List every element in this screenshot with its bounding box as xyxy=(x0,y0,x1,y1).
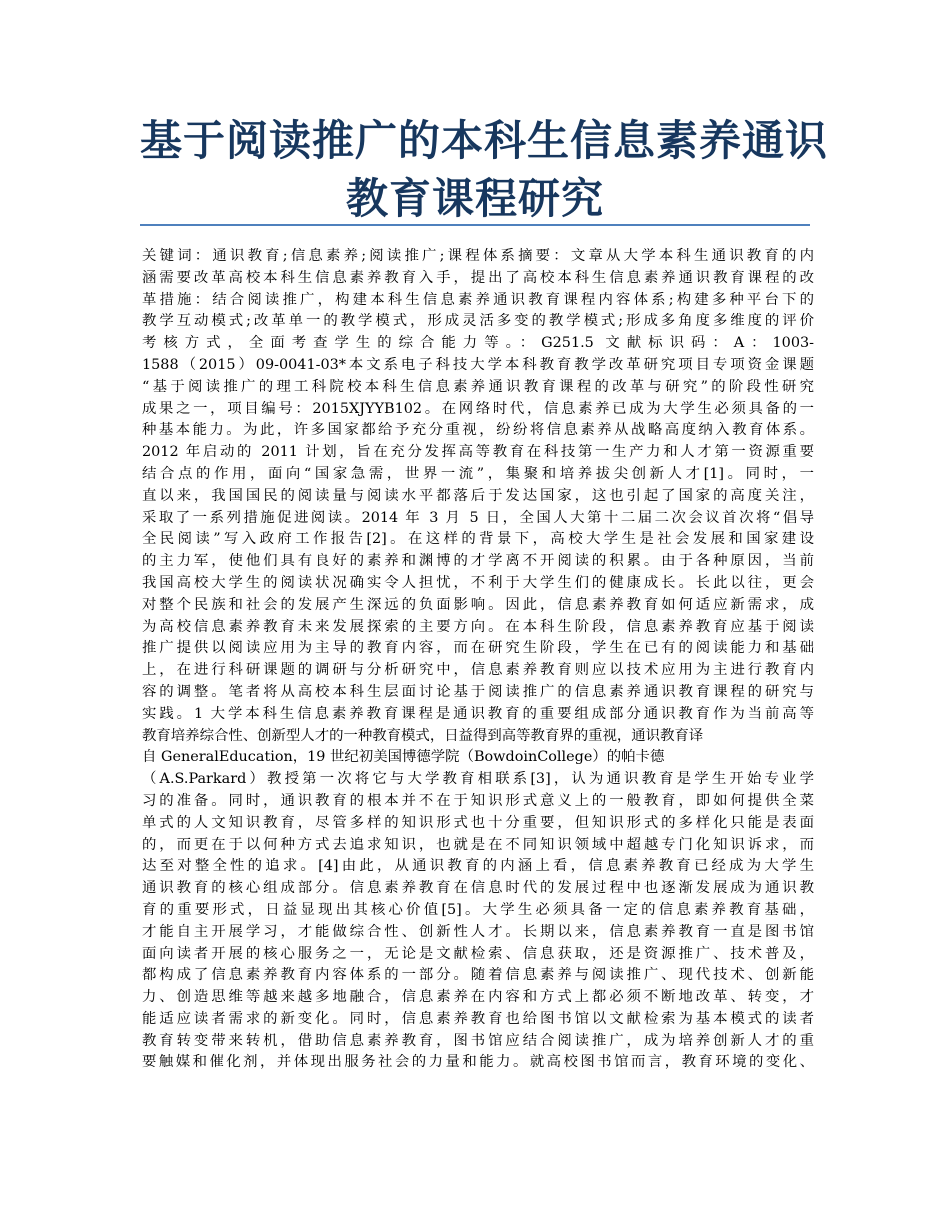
body-line: 的，而更在于以何种方式去追求知识，也就是在不同知识领域中超越专门化知识诉求，而 xyxy=(142,836,814,853)
body-line: 容的调整。笔者将从高校本科生层面讨论基于阅读推广的信息素养通识教育课程的研究与 xyxy=(142,683,814,700)
body-line: 结合点的作用，面向“国家急需，世界一流”，集聚和培养拔尖创新人才[1]。同时，一 xyxy=(142,465,814,482)
document-title xyxy=(140,112,829,228)
body-line: 推广提供以阅读应用为主导的教育内容，而在研究生阶段，学生在已有的阅读能力和基础 xyxy=(142,640,814,657)
title-line-2: 教育课程研究 xyxy=(345,174,604,223)
body-line: 1588（2015）09-0041-03*本文系电子科技大学本科教育教学改革研究项目专项资金课题 xyxy=(142,356,814,373)
body-line: 2012 年启动的 2011 计划，旨在充分发挥高等教育在科技第一生产力和人才第一资源重要 xyxy=(142,444,814,461)
body-line: 为高校信息素养教育未来发展探索的主要方向。在本科生阶段，信息素养教育应基于阅读 xyxy=(142,618,814,635)
body-line: （A.S.Parkard）教授第一次将它与大学教育相联系[3]，认为通识教育是学生开始专业学 xyxy=(142,771,814,788)
body-line: 单式的人文知识教育，尽管多样的知识形式也十分重要，但知识形式的多样化只能是表面 xyxy=(142,814,814,831)
body-line: 考核方式，全面考查学生的综合能力等。：G251.5 文献标识码：A：1003- xyxy=(142,335,814,352)
body-line: 直以来，我国国民的阅读量与阅读水平都落后于发达国家，这也引起了国家的高度关注， xyxy=(142,487,814,504)
body-line: 全民阅读”写入政府工作报告[2]。在这样的背景下，高校大学生是社会发展和国家建设 xyxy=(142,531,814,548)
body-line: 习的准备。同时，通识教育的根本并不在于知识形式意义上的一般教育，即如何提供全菜 xyxy=(142,792,814,809)
body-line: 才能自主开展学习，才能做综合性、创新性人才。长期以来，信息素养教育一直是图书馆 xyxy=(142,923,814,940)
body-line: 能适应读者需求的新变化。同时，信息素养教育也给图书馆以文献检索为基本模式的读者 xyxy=(142,1010,814,1027)
body-line: 自 GeneralEducation，19 世纪初美国博德学院（BowdoinCollege）的帕卡德 xyxy=(142,749,665,766)
body-line: 面向读者开展的核心服务之一，无论是文献检索、信息获取，还是资源推广、技术普及， xyxy=(142,945,814,962)
body-line: 涵需要改革高校本科生信息素养教育入手，提出了高校本科生信息素养通识教育课程的改 xyxy=(142,269,814,286)
body-line: 都构成了信息素养教育内容体系的一部分。随着信息素养与阅读推广、现代技术、创新能 xyxy=(142,967,814,984)
body-line: 教学互动模式;改革单一的教学模式，形成灵活多变的教学模式;形成多角度多维度的评价 xyxy=(142,313,814,330)
body-line: 上，在进行科研课题的调研与分析研究中，信息素养教育则应以技术应用为主进行教育内 xyxy=(142,662,814,679)
body-line: 教育转变带来转机，借助信息素养教育，图书馆应结合阅读推广，成为培养创新人才的重 xyxy=(142,1032,814,1049)
body-line: 我国高校大学生的阅读状况确实令人担忧，不利于大学生们的健康成长。长此以往，更会 xyxy=(142,574,814,591)
title-divider xyxy=(140,224,810,226)
body-line: 对整个民族和社会的发展产生深远的负面影响。因此，信息素养教育如何适应新需求，成 xyxy=(142,596,814,613)
body-line: 革措施：结合阅读推广，构建本科生信息素养通识教育课程内容体系;构建多种平台下的 xyxy=(142,291,814,308)
body-line: 达至对整全性的追求。[4]由此，从通识教育的内涵上看，信息素养教育已经成为大学生 xyxy=(142,858,814,875)
body-line: 通识教育的核心组成部分。信息素养教育在信息时代的发展过程中也逐渐发展成为通识教 xyxy=(142,880,814,897)
body-line: 种基本能力。为此，许多国家都给予充分重视，纷纷将信息素养从战略高度纳入教育体系。 xyxy=(142,422,814,439)
body-line: 成果之一，项目编号：2015XJYYB102。在网络时代，信息素养已成为大学生必须具备的一 xyxy=(142,400,814,417)
body-line: 的主力军，使他们具有良好的素养和渊博的才学离不开阅读的积累。由于各种原因，当前 xyxy=(142,553,814,570)
body-line: 力、创造思维等越来越多地融合，信息素养在内容和方式上都必须不断地改革、转变，才 xyxy=(142,989,814,1006)
body-line: 要触媒和催化剂，并体现出服务社会的力量和能力。就高校图书馆而言，教育环境的变化、 xyxy=(142,1054,814,1071)
body-line: 关键词：通识教育;信息素养;阅读推广;课程体系摘要：文章从大学本科生通识教育的内 xyxy=(142,248,814,264)
body-text xyxy=(142,246,814,1074)
body-line: 育的重要形式，日益显现出其核心价值[5]。大学生必须具备一定的信息素养教育基础， xyxy=(142,901,814,918)
body-line: 实践。1 大学本科生信息素养教育课程是通识教育的重要组成部分通识教育作为当前高等 xyxy=(142,705,814,722)
title-line-1: 基于阅读推广的本科生信息素养通识 xyxy=(140,116,829,165)
body-line: 教育培养综合性、创新型人才的一种教育模式，日益得到高等教育界的重视，通识教育译 xyxy=(142,727,704,744)
body-line: 采取了一系列措施促进阅读。2014 年 3 月 5 日，全国人大第十二届二次会议首次将“倡导 xyxy=(142,509,814,526)
body-line: “基于阅读推广的理工科院校本科生信息素养通识教育课程的改革与研究”的阶段性研究 xyxy=(142,378,814,395)
